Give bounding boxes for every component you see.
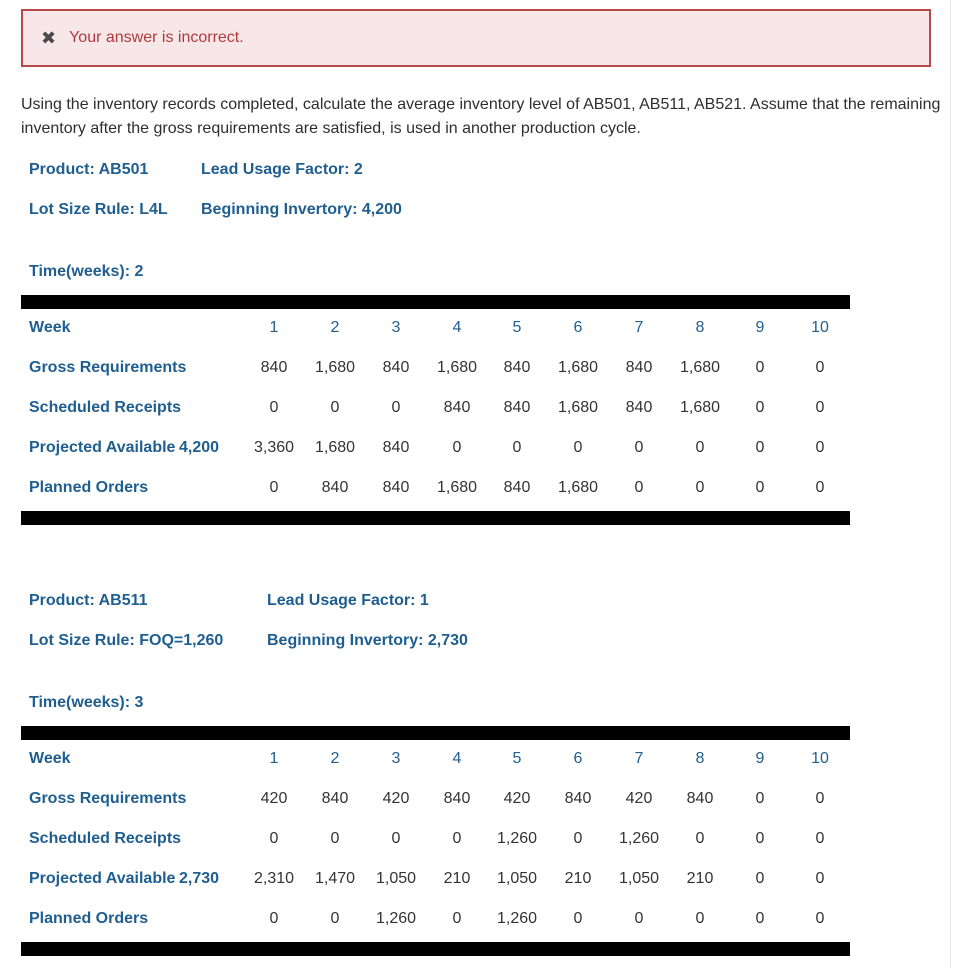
week-header-cell: 8 [695,319,705,336]
table-cell: 840 [503,399,531,416]
table-cell: 0 [634,439,644,456]
time-weeks-label-1: Time(weeks): 2 [29,263,144,280]
table-cell: 840 [382,439,410,456]
table-cell: 1,680 [557,479,599,496]
week-header-cell: 1 [269,319,279,336]
table-bottom-bar-1 [21,511,850,525]
week-header-cell: 10 [811,750,829,767]
week-header-cell: 6 [573,750,583,767]
table-cell: 0 [452,830,462,847]
table-cell: 0 [573,439,583,456]
row-label-gross: Gross Requirements [29,790,187,807]
table-cell: 0 [755,870,765,887]
table-cell: 1,680 [436,479,478,496]
table-cell: 1,680 [679,399,721,416]
row-label-proj: Projected Available [29,439,176,456]
table-cell: 0 [815,870,825,887]
table-cell: 840 [625,399,653,416]
table-cell: 0 [573,830,583,847]
row-label-gross: Gross Requirements [29,359,187,376]
product-label-2: Product: AB511 [29,592,148,609]
table-cell: 0 [815,359,825,376]
table-top-bar-2 [21,726,850,740]
time-weeks-label-2: Time(weeks): 3 [29,694,144,711]
row-label-week: Week [29,750,71,767]
week-header-cell: 10 [811,319,829,336]
week-header-cell: 9 [755,319,765,336]
table-cell: 0 [391,830,401,847]
week-header-cell: 1 [269,750,279,767]
table-cell: 0 [452,439,462,456]
week-header-cell: 2 [330,750,340,767]
table-cell: 0 [634,910,644,927]
table-cell: 0 [695,439,705,456]
week-header-cell: 4 [452,319,462,336]
table-cell: 0 [815,790,825,807]
table-cell: 210 [443,870,471,887]
week-header-cell: 6 [573,319,583,336]
table-cell: 0 [269,830,279,847]
table-cell: 1,680 [679,359,721,376]
table-cell: 0 [815,479,825,496]
table-cell: 0 [755,399,765,416]
table-cell: 1,260 [496,910,538,927]
table-cell: 840 [321,479,349,496]
table-cell: 0 [330,399,340,416]
week-header-cell: 8 [695,750,705,767]
table-cell: 1,260 [496,830,538,847]
table-cell: 0 [755,910,765,927]
table-cell: 1,680 [314,439,356,456]
table-cell: 1,680 [314,359,356,376]
week-header-cell: 2 [330,319,340,336]
table-cell: 0 [330,910,340,927]
table-cell: 1,260 [375,910,417,927]
question-text: Using the inventory records completed, calculate the average inventory level of AB501, AB511, AB521. Assume that the remaining inventory after the gross requirements are satisfied, is used in another production cycle. [21,96,941,137]
week-header-cell: 5 [512,319,522,336]
table-cell: 210 [564,870,592,887]
table-cell: 1,680 [436,359,478,376]
table-cell: 3,360 [253,439,295,456]
table-cell: 0 [815,910,825,927]
table-cell: 0 [573,910,583,927]
table-cell: 0 [815,439,825,456]
table-cell: 1,050 [618,870,660,887]
feedback-message: Your answer is incorrect. [69,29,244,46]
row-label-sched: Scheduled Receipts [29,399,182,416]
table-cell: 0 [634,479,644,496]
table-cell: 0 [269,399,279,416]
table-cell: 840 [382,359,410,376]
table-top-bar-1 [21,295,850,309]
table-bottom-bar-2 [21,942,850,956]
table-cell: 0 [695,479,705,496]
table-cell: 840 [625,359,653,376]
table-cell: 0 [755,830,765,847]
table-cell: 840 [382,479,410,496]
table-cell: 420 [625,790,653,807]
table-cell: 420 [260,790,288,807]
table-cell: 840 [443,399,471,416]
table-cell: 0 [815,830,825,847]
table-cell: 840 [503,479,531,496]
table-cell: 840 [443,790,471,807]
table-cell: 1,470 [314,870,356,887]
table-cell: 1,680 [557,399,599,416]
week-header-cell: 7 [634,750,644,767]
projected-initial-value: 4,200 [179,439,220,456]
table-cell: 0 [512,439,522,456]
lot-rule-label-1: Lot Size Rule: L4L [29,201,168,218]
week-header-cell: 3 [391,319,401,336]
beginning-inventory-label-1: Beginning Invertory: 4,200 [201,201,402,218]
row-label-sched: Scheduled Receipts [29,830,182,847]
table-cell: 1,050 [375,870,417,887]
table-cell: 420 [382,790,410,807]
table-cell: 840 [321,790,349,807]
table-cell: 0 [755,479,765,496]
close-icon: ✖ [41,27,57,48]
table-cell: 0 [330,830,340,847]
table-cell: 1,680 [557,359,599,376]
table-cell: 210 [686,870,714,887]
table-cell: 0 [755,439,765,456]
row-label-proj: Projected Available [29,870,176,887]
table-cell: 0 [815,399,825,416]
week-header-cell: 9 [755,750,765,767]
table-cell: 0 [695,830,705,847]
table-cell: 1,050 [496,870,538,887]
table-cell: 0 [755,790,765,807]
table-cell: 1,260 [618,830,660,847]
table-cell: 0 [695,910,705,927]
row-label-planned: Planned Orders [29,479,149,496]
week-header-cell: 4 [452,750,462,767]
week-header-cell: 7 [634,319,644,336]
week-header-cell: 5 [512,750,522,767]
table-cell: 0 [755,359,765,376]
table-cell: 840 [260,359,288,376]
row-label-planned: Planned Orders [29,910,149,927]
table-cell: 0 [452,910,462,927]
lot-rule-label-2: Lot Size Rule: FOQ=1,260 [29,632,224,649]
table-cell: 0 [269,910,279,927]
week-header-cell: 3 [391,750,401,767]
lead-usage-label-2: Lead Usage Factor: 1 [267,592,429,609]
feedback-alert [21,9,931,67]
lead-usage-label-1: Lead Usage Factor: 2 [201,161,363,178]
table-cell: 0 [391,399,401,416]
table-cell: 2,310 [253,870,295,887]
beginning-inventory-label-2: Beginning Invertory: 2,730 [267,632,468,649]
product-label-1: Product: AB501 [29,161,149,178]
table-cell: 0 [269,479,279,496]
table-cell: 840 [686,790,714,807]
table-cell: 840 [564,790,592,807]
table-cell: 840 [503,359,531,376]
table-cell: 420 [503,790,531,807]
projected-initial-value: 2,730 [179,870,220,887]
row-label-week: Week [29,319,71,336]
